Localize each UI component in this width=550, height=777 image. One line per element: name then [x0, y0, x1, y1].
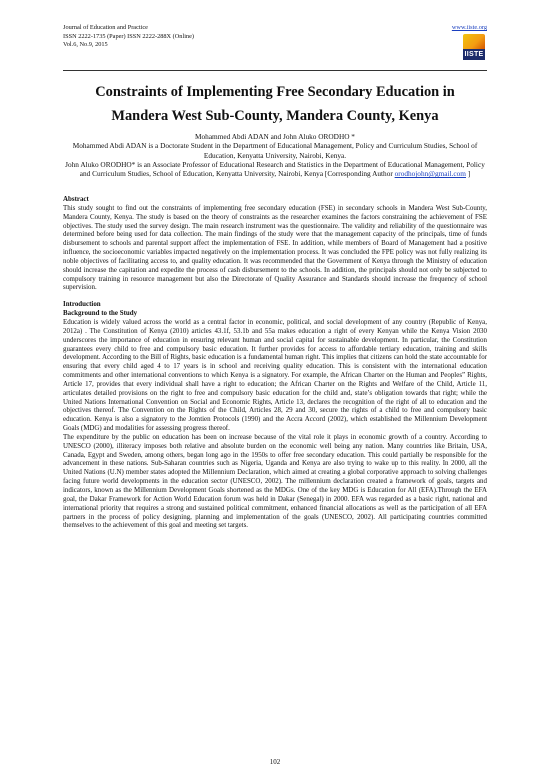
title-line-1: Constraints of Implementing Free Secondary Education in [95, 84, 455, 100]
logo-text: IISTE [464, 51, 484, 58]
iiste-logo [463, 34, 485, 60]
affiliation-2-text: John Aluko ORODHO* is an Associate Professor of Educational Research and Statistics in the Department of Educational Management, Policy and Curriculum Studies, School of Education, Kenyatta University, Nairobi, Kenya [Corresponding Author [65, 159, 485, 179]
title-line-2: Mandera West Sub-County, Mandera County, Kenya [111, 108, 439, 124]
intro-paragraph-1: Education is widely valued across the world as a central factor in economic, political, and social development of any country (Republic of Kenya, 2012a) . The Constitution of Kenya (2010) articles 43.1f, 53.1b and 55a makes education a right of every Kenyan while the Kenya Vision 2030 underscores the importance of education in ensuring relevant human and social capital for sustainable development. In particular, the Constitution guarantees every child to free and compulsory basic education. It further provides for access to affordable tertiary education, training and skills development. According to the Bill of Rights, basic education is a fundamental human right. This implies that citizens can hold the state accountable for ensuring that every child aged 4 to 17 years is in school and receiving quality education. This is consistent with the international education commitments and other international conventions to which Kenya is a signatory. For example, the African Charter on the Human and Peoples” Rights, Article 17, provides that every individual shall have a right to education; the African Charter on the Rights and Welfare of the Child, Article 11, articulates detailed provisions on the right to free and compulsory basic education for the child and, state’s obligation towards that right; while the United Nations International Convention on Social and Economic Rights, Article 13, declares the recognition of the right of all to education and the objectives thereof. The Convention on the Rights of the Child, Articles 28, 29 and 30, secure the rights of a child to free and compulsory basic education. Kenya is also a signatory to the Jomtien Protocols (1990) and the Accra Accord (2002), which established the Millennium Development Goals (MDG) and modalities for assessing progress thereof. [63, 317, 487, 433]
header-divider [63, 70, 487, 71]
paper-body [63, 195, 487, 530]
abstract-text: This study sought to find out the constraints of implementing free secondary education (FSE) in secondary schools in Mandera West Sub-County, Mandera County, Kenya. The study is based on the theory of constraints as the researcher examines the factors constraining the achievement of FSE objectives. The study used the survey design. The main research instrument was the questionnaire. The validity and reliability of the questionnaire was determined before being used for data collection. The main findings of the study were that the management capacity of the principals, time of funds disbursement to schools and parental support affect the implementation of FSE. In addition, while members of Board of Management had a positive influence, the socioeconomic variables impacted negatively on the implementation process. It was concluded the FPE policy was not fully realizing its noble objectives of facilitating access to, and quality education. It was recommended that the Government of Kenya through the Ministry of education should increase the capitation and expedite the process of cash disbursement to the schools. In addition, the principals should not only be subjected to compulsory training in resource management but also the Directorate of Quality Assurance and Standards should increase the frequency of school supervision. [63, 203, 487, 292]
paper-title [63, 80, 487, 128]
author-affiliation-2 [63, 160, 487, 179]
background-subheading: Background to the Study [63, 309, 138, 318]
journal-issn: ISSN 2222-1735 (Paper) ISSN 2222-288X (Online) [63, 32, 194, 40]
introduction-heading: Introduction [63, 300, 101, 309]
logo-emblem-icon [463, 34, 485, 49]
journal-website-link[interactable]: www.iiste.org [451, 24, 487, 31]
section-gap [63, 292, 487, 300]
page-number: 102 [269, 758, 281, 766]
corresponding-email-link[interactable]: orodhojohn@gmail.com [394, 169, 466, 179]
journal-name: Journal of Education and Practice [63, 24, 148, 31]
intro-paragraph-2: The expenditure by the public on education has been on increase because of the vital role it plays in economic growth of a country. According to UNESCO (2000), illiteracy imposes both relative and absolute burden on the economic well being any nation. Many countries like Britain, USA, Canada, Egypt and Sweden, among others, began long ago in the 1950s to offer free secondary education. This could partially be responsible for the advancement in these nations. Sub-Saharan countries such as Nigeria, Uganda and Kenya are also trying to wake up to this reality. In 2000, all the United Nations (U.N) member states adopted the Millennium Declaration, which aimed at creating a global corporative approach to solving challenges facing future world developments in the education sector (UNESCO, 2002). The millennium declaration created a framework of goals, targets and indicators, known as the Millennium Development Goals shortened as the MDGs. One of the key MDG is Education for All (EFA).Through the EFA goal, the Dakar Framework for Action World Education forum was held in Dakar (Senegal) in 2000. EFA was regarded as a basic right, national and international priority that requires a strong and sustained political commitment, enhanced financial allocations as well as the participation of all EFA partners in the process of policy designing, planning and implementation of the goals (UNESCO, 2002). All participating countries committed themselves to the achievement of this goal and meeting set targets. [63, 432, 487, 530]
author-names: Mohammed Abdi ADAN and John Aluko ORODHO * [195, 132, 355, 141]
affiliation-2-end: ] [465, 169, 471, 179]
author-block [63, 132, 487, 178]
journal-volume: Vol.6, No.9, 2015 [63, 41, 108, 49]
journal-header [63, 24, 487, 68]
abstract-heading: Abstract [63, 195, 89, 203]
author-affiliation-1: Mohammed Abdi ADAN is a Doctorate Student in the Department of Educational Management, Policy and Curriculum Studies, School of Education, Kenyatta University, Nairobi, Kenya. [72, 141, 478, 160]
